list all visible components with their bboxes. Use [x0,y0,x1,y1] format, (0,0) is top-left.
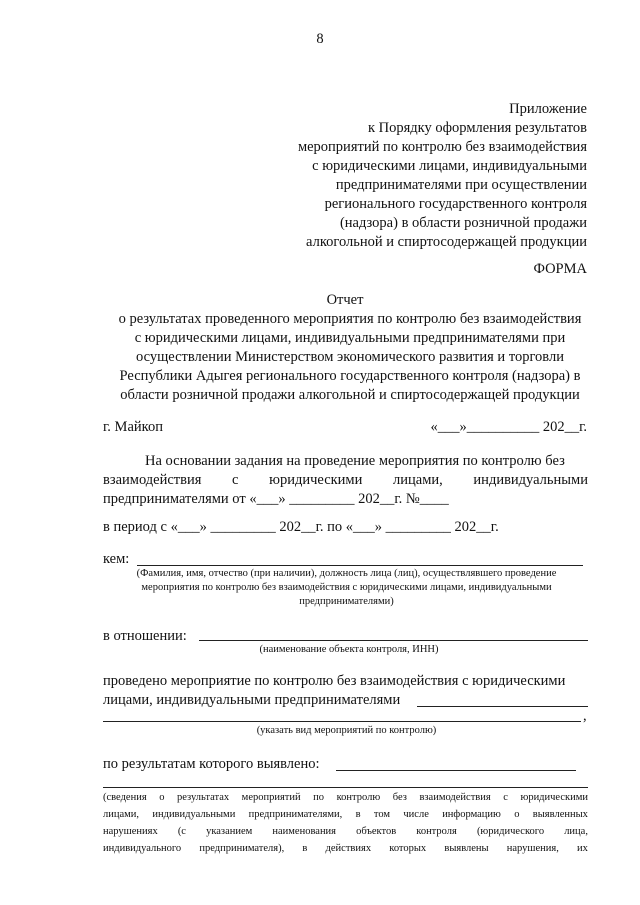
period-line: в период с «___» _________ 202__г. по «___» _________ 202__г. [103,519,499,535]
hint-word: индивидуального [103,843,182,854]
basis-word: взаимодействия [103,472,202,488]
hint-word: контролю [336,792,381,803]
report-heading: Отчет [326,292,364,308]
report-title-line: области розничной продажи алкогольной и спиртосодержащей продукции [120,387,580,403]
who-underline [137,565,583,566]
appendix-line: Приложение [509,101,587,117]
page-number: 8 [316,31,324,47]
hint-word: числе [403,809,429,820]
report-title-line: Республики Адыгея регионального государственного контроля (надзора) в [119,368,581,384]
hint-word: их [577,843,588,854]
report-title-line: с юридическими лицами, индивидуальными предпринимателями при [134,330,566,346]
appendix-line: предпринимателями при осуществлении [335,177,587,193]
hint-word: юридическими [520,792,588,803]
form-label: ФОРМА [533,261,587,277]
hint-word: взаимодействия [419,792,491,803]
conducted-line: лицами, индивидуальными предпринимателями [103,692,401,708]
hint-word: с [503,792,508,803]
hint-word: в [302,843,308,854]
report-title-line: осуществлении Министерством экономического развития и торговли [136,349,564,365]
conducted-underline [417,706,588,707]
conducted-comma: , [583,708,587,724]
who-hint: предпринимателями) [299,596,394,607]
basis-word: с [232,472,239,488]
result-hint-line [103,791,588,805]
who-label: кем: [103,551,130,567]
hint-word: выявлены [444,843,489,854]
result-underline-full [103,787,588,788]
hint-word: мероприятий [241,792,301,803]
result-hint-line [103,842,588,856]
hint-word: объектов [356,826,397,837]
basis-line: На основании задания на проведение мероприятия по контролю без [145,453,565,469]
appendix-line: с юридическими лицами, индивидуальными [312,158,587,174]
place-name: г. Майкоп [103,419,163,435]
hint-word: индивидуальными [152,809,236,820]
hint-word: о [514,809,520,820]
conducted-line: проведено мероприятие по контролю без взаимодействия с юридическими [103,673,566,689]
hint-word: (сведения [103,792,147,803]
hint-word: лицами, [103,809,140,820]
basis-justified-line [103,471,588,490]
who-hint: (Фамилия, имя, отчество (при наличии), должность лица (лиц), осуществлявшего проведение [136,568,557,579]
hint-word: нарушения, [506,843,559,854]
basis-word: юридическими [269,472,363,488]
hint-word: предпринимателями, [248,809,343,820]
hint-word: результатах [177,792,230,803]
basis-word: индивидуальными [473,472,588,488]
result-hint-line [103,808,588,822]
hint-word: о [159,792,165,803]
result-hint-line [103,825,588,839]
hint-word: том [373,809,391,820]
appendix-line: (надзора) в области розничной продажи [339,215,587,231]
hint-word: которых [389,843,427,854]
appendix-line: регионального государственного контроля [324,196,587,212]
hint-word: выявленных [532,809,588,820]
conducted-underline-full [103,721,581,722]
hint-word: действиях [325,843,372,854]
appendix-line: мероприятий по контролю без взаимодействия [297,139,587,155]
result-label: по результатам которого выявлено: [103,756,320,772]
hint-word: указанием [206,826,253,837]
hint-word: в [355,809,361,820]
hint-word: по [313,792,325,803]
hint-word: предпринимателя), [199,843,285,854]
hint-word: нарушениях [103,826,158,837]
date-field: «___»__________ 202__г. [430,419,587,435]
result-underline [336,770,576,771]
basis-word: лицами, [393,472,443,488]
basis-line: предпринимателями от «___» _________ 202__г. №____ [103,491,449,507]
hint-word: (с [177,826,186,837]
report-title-line: о результатах проведенного мероприятия по контролю без взаимодействия [118,311,582,327]
who-hint: мероприятия по контролю без взаимодействия с юридическими лицами, индивидуальными [141,582,552,593]
hint-word: лица, [564,826,588,837]
hint-word: контроля [416,826,457,837]
appendix-line: к Порядку оформления результатов [367,120,587,136]
hint-word: наименования [272,826,337,837]
appendix-line: алкогольной и спиртосодержащей продукции [306,234,587,250]
regarding-label: в отношении: [103,628,187,644]
hint-word: информацию [442,809,501,820]
regarding-underline [199,640,588,641]
regarding-hint: (наименование объекта контроля, ИНН) [259,644,439,655]
hint-word: (юридического [476,826,545,837]
conducted-hint: (указать вид мероприятий по контролю) [256,725,437,736]
hint-word: без [392,792,407,803]
